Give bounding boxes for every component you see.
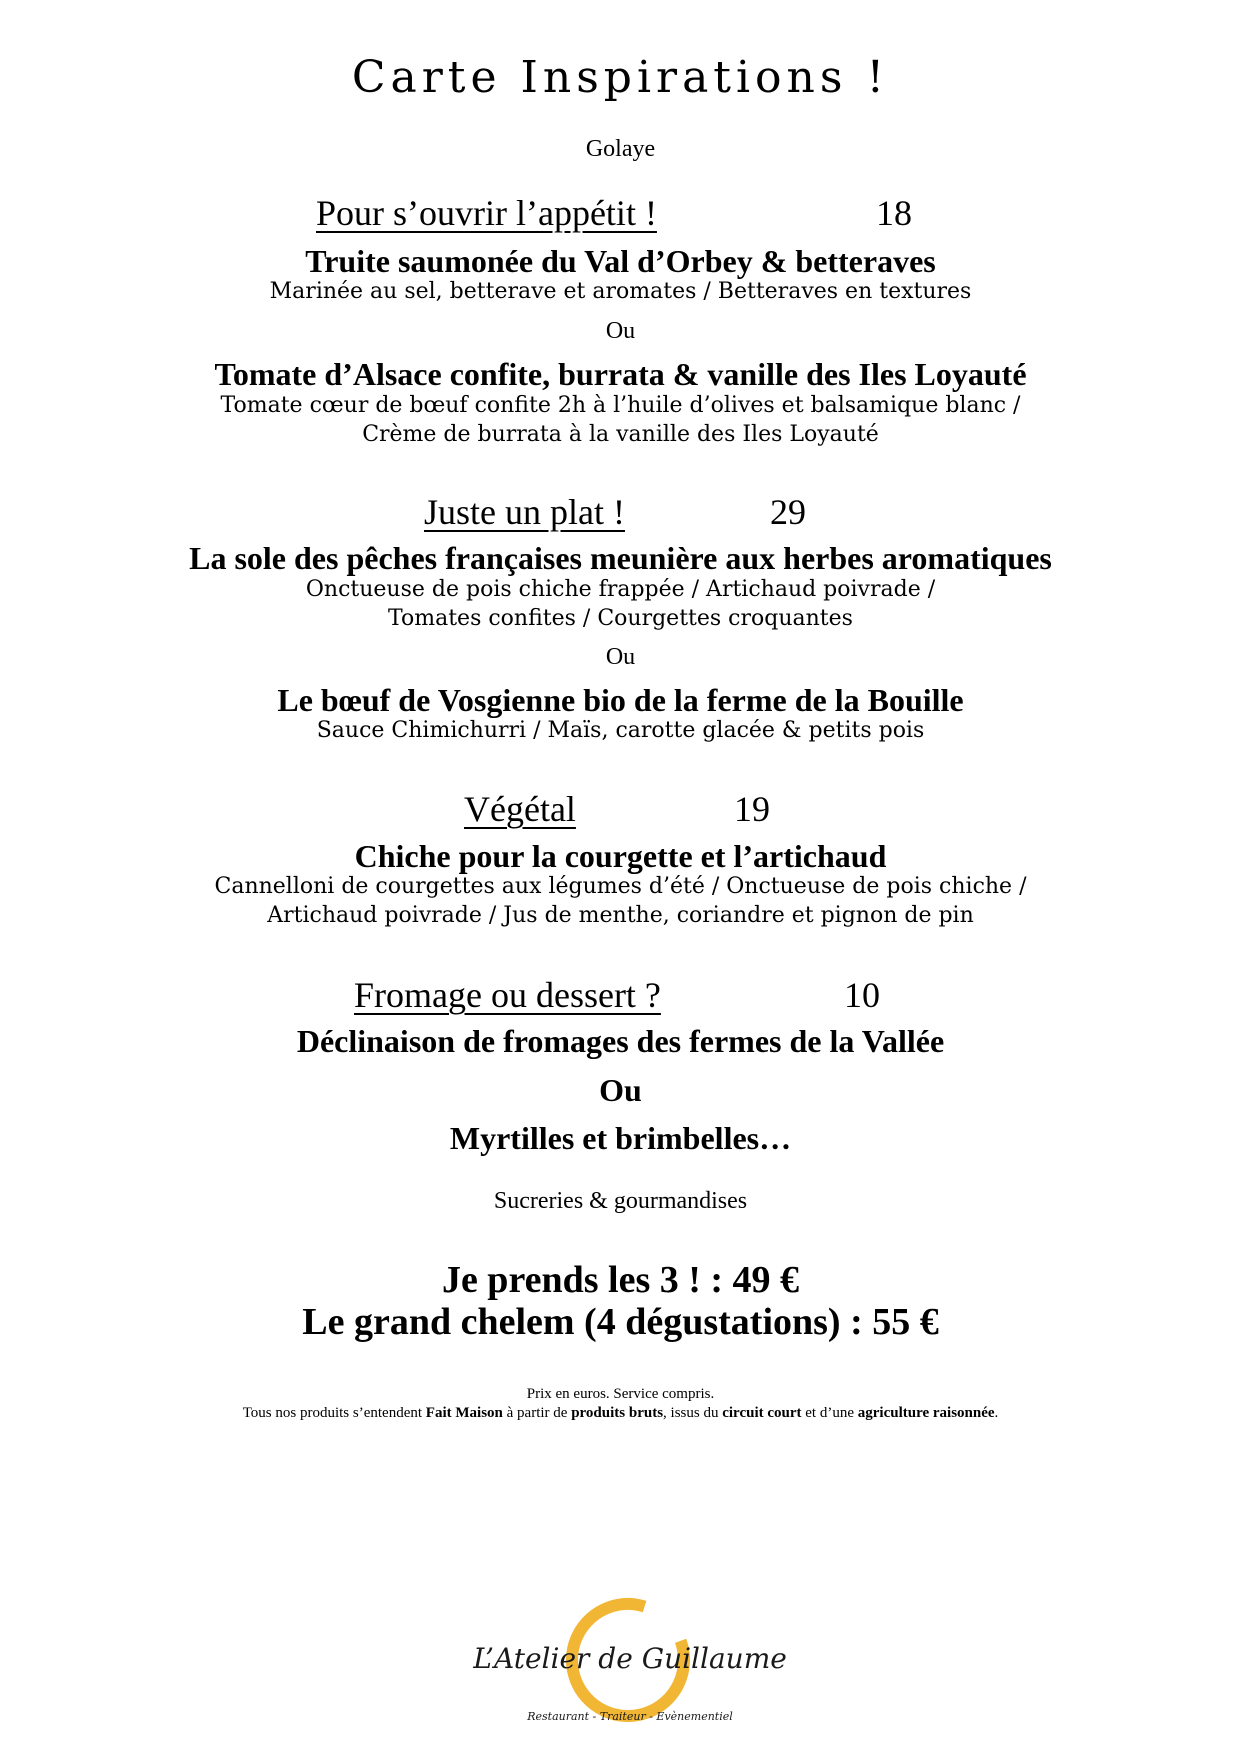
footer-text-run: à partir de: [502, 1405, 572, 1421]
page-subtitle: Golaye: [585, 136, 656, 162]
page-title: Carte Inspirations !: [351, 52, 890, 103]
dish-description: Tomate cœur de bœuf confite 2h à l’huile d’olives et balsamique blanc /: [220, 393, 1021, 418]
dish-title: Déclinaison de fromages des fermes de la Vallée: [296, 1023, 945, 1059]
dish-title: Le bœuf de Vosgienne bio de la ferme de la Bouille: [277, 682, 964, 718]
footer-text-run: , issus du: [663, 1405, 723, 1421]
restaurant-logo: [473, 1598, 787, 1728]
dish-title: Tomate d’Alsace confite, burrata & vanille des Iles Loyauté: [214, 356, 1027, 392]
footer-text-run: et d’une: [801, 1405, 858, 1421]
footer-text-run: produits bruts: [571, 1405, 664, 1421]
dish-description: Sauce Chimichurri / Maïs, carotte glacée & petits pois: [316, 718, 925, 743]
section-header-main: [424, 491, 824, 533]
section-header-cheese-dessert: [354, 974, 894, 1016]
dish-title: Truite saumonée du Val d’Orbey & betteraves: [305, 243, 936, 279]
formula-grand-chelem: Le grand chelem (4 dégustations) : 55 €: [302, 1301, 939, 1343]
dish-description: Marinée au sel, betterave et aromates / Betteraves en textures: [269, 279, 972, 304]
section-name: Juste un plat !: [424, 492, 625, 532]
logo-name: L’Atelier de Guillaume: [473, 1642, 787, 1675]
footer-prices-note: Prix en euros. Service compris.: [526, 1386, 715, 1402]
dish-title: La sole des pêches françaises meunière aux herbes aromatiques: [189, 540, 1052, 576]
section-price: 18: [876, 193, 912, 233]
or-separator: Ou: [599, 1072, 642, 1108]
footer-text-run: Fait Maison: [425, 1405, 503, 1421]
dish-title: Chiche pour la courgette et l’artichaud: [354, 838, 887, 874]
footer-text-run: Tous nos produits s’entendent: [242, 1405, 426, 1421]
footer-text-run: circuit court: [722, 1405, 802, 1421]
dish-description: Tomates confites / Courgettes croquantes: [388, 606, 853, 631]
section-price: 10: [844, 975, 880, 1015]
dish-description: Cannelloni de courgettes aux légumes d’été / Onctueuse de pois chiche /: [214, 874, 1027, 899]
footer-text-run: .: [994, 1405, 999, 1421]
logo-tagline: Restaurant - Traiteur - Evènementiel: [527, 1710, 733, 1723]
section-header-starter: [316, 192, 936, 234]
footer-text-run: agriculture raisonnée: [857, 1405, 995, 1421]
dish-description: Artichaud poivrade / Jus de menthe, coriandre et pignon de pin: [267, 903, 974, 928]
or-separator: Ou: [605, 644, 636, 670]
footer-products-note: [0, 1405, 1241, 1422]
dish-description: Crème de burrata à la vanille des Iles Loyauté: [362, 422, 879, 447]
section-name: Pour s’ouvrir l’appétit !: [316, 193, 657, 233]
or-separator: Ou: [605, 318, 636, 344]
section-header-vegetal: [464, 788, 784, 830]
extras-note: Sucreries & gourmandises: [493, 1188, 748, 1214]
formula-three: Je prends les 3 ! : 49 €: [441, 1259, 800, 1301]
dish-description: Onctueuse de pois chiche frappée / Artichaud poivrade /: [305, 577, 936, 602]
section-price: 29: [770, 492, 806, 532]
section-name: Fromage ou dessert ?: [354, 975, 661, 1015]
section-name: Végétal: [464, 789, 576, 829]
section-price: 19: [734, 789, 770, 829]
dish-title: Myrtilles et brimbelles…: [449, 1120, 792, 1156]
